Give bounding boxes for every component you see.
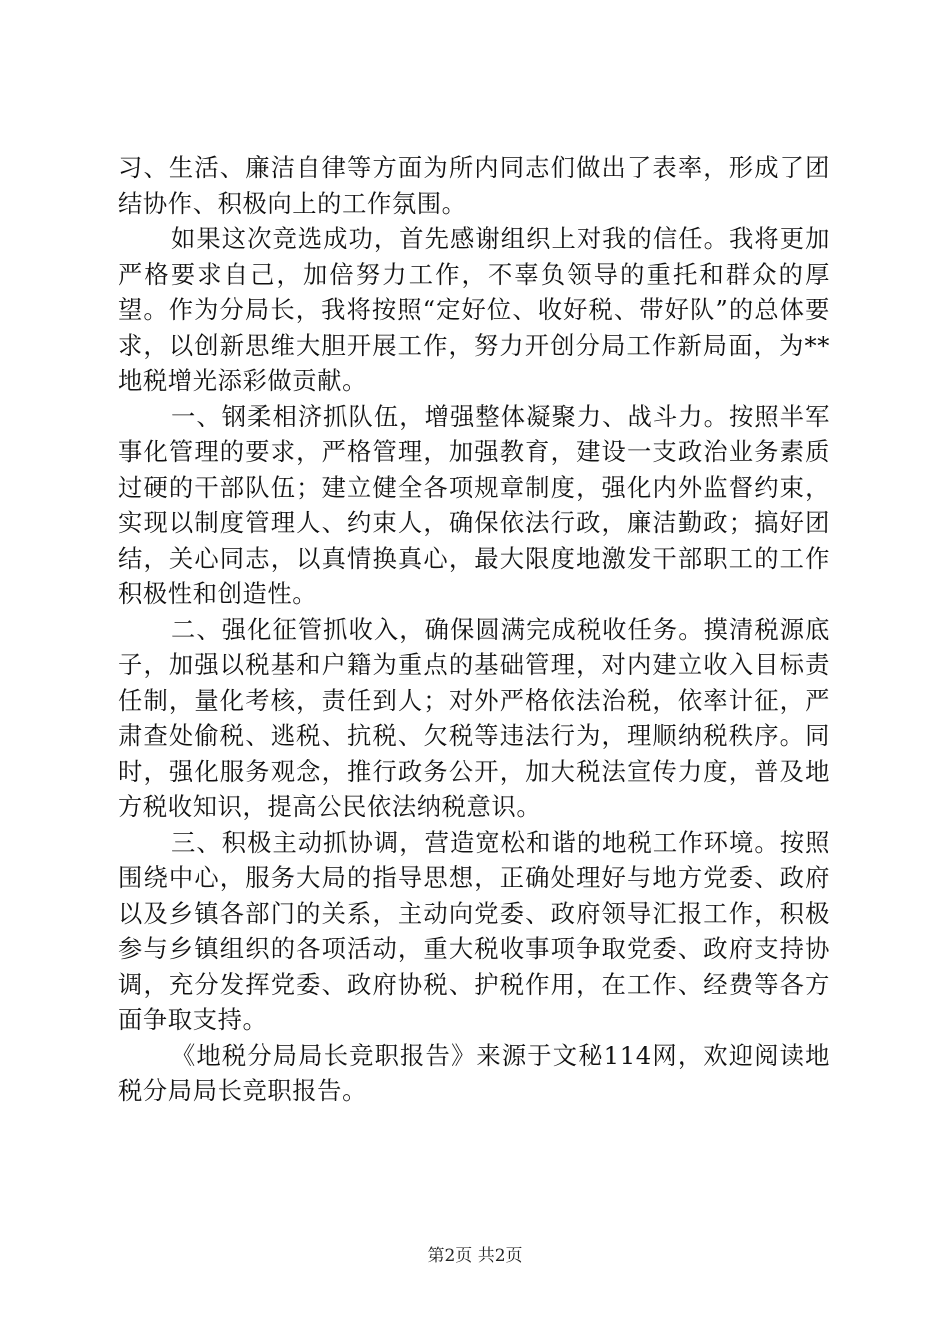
paragraph-point-two: 二、强化征管抓收入，确保圆满完成税收任务。摸清税源底子，加强以税基和户籍为重点的基础管理，对内建立收入目标责任制，量化考核，责任到人；对外严格依法治税，依率计征，严肃查处偷税、逃税、抗税、欠税等违法行为，理顺纳税秩序。同时，强化服务观念，推行政务公开，加大税法宣传力度，普及地方税收知识，提高公民依法纳税意识。: [118, 614, 830, 821]
page-number-footer: 第2页 共2页: [427, 1246, 523, 1266]
paragraph-source-note: 《地税分局局长竞职报告》来源于文秘114网，欢迎阅读地税分局局长竞职报告。: [118, 1040, 830, 1105]
paragraph-commitment: 如果这次竞选成功，首先感谢组织上对我的信任。我将更加严格要求自己，加倍努力工作，不辜负领导的重托和群众的厚望。作为分局长，我将按照“定好位、收好税、带好队”的总体要求，以创新思维大胆开展工作，努力开创分局工作新局面，为**地税增光添彩做贡献。: [118, 224, 830, 395]
paragraph-point-one: 一、钢柔相济抓队伍，增强整体凝聚力、战斗力。按照半军事化管理的要求，严格管理，加强教育，建设一支政治业务素质过硬的干部队伍；建立健全各项规章制度，强化内外监督约束，实现以制度管理人、约束人，确保依法行政，廉洁勤政；搞好团结，关心同志，以真情换真心，最大限度地激发干部职工的工作积极性和创造性。: [118, 401, 830, 608]
document-body: [118, 150, 830, 1109]
paragraph-continuation: 习、生活、廉洁自律等方面为所内同志们做出了表率，形成了团结协作、积极向上的工作氛围。: [118, 153, 830, 218]
paragraph-point-three: 三、积极主动抓协调，营造宽松和谐的地税工作环境。按照围绕中心，服务大局的指导思想，正确处理好与地方党委、政府以及乡镇各部门的关系，主动向党委、政府领导汇报工作，积极参与乡镇组织的各项活动，重大税收事项争取党委、政府支持协调，充分发挥党委、政府协税、护税作用，在工作、经费等各方面争取支持。: [118, 827, 830, 1034]
